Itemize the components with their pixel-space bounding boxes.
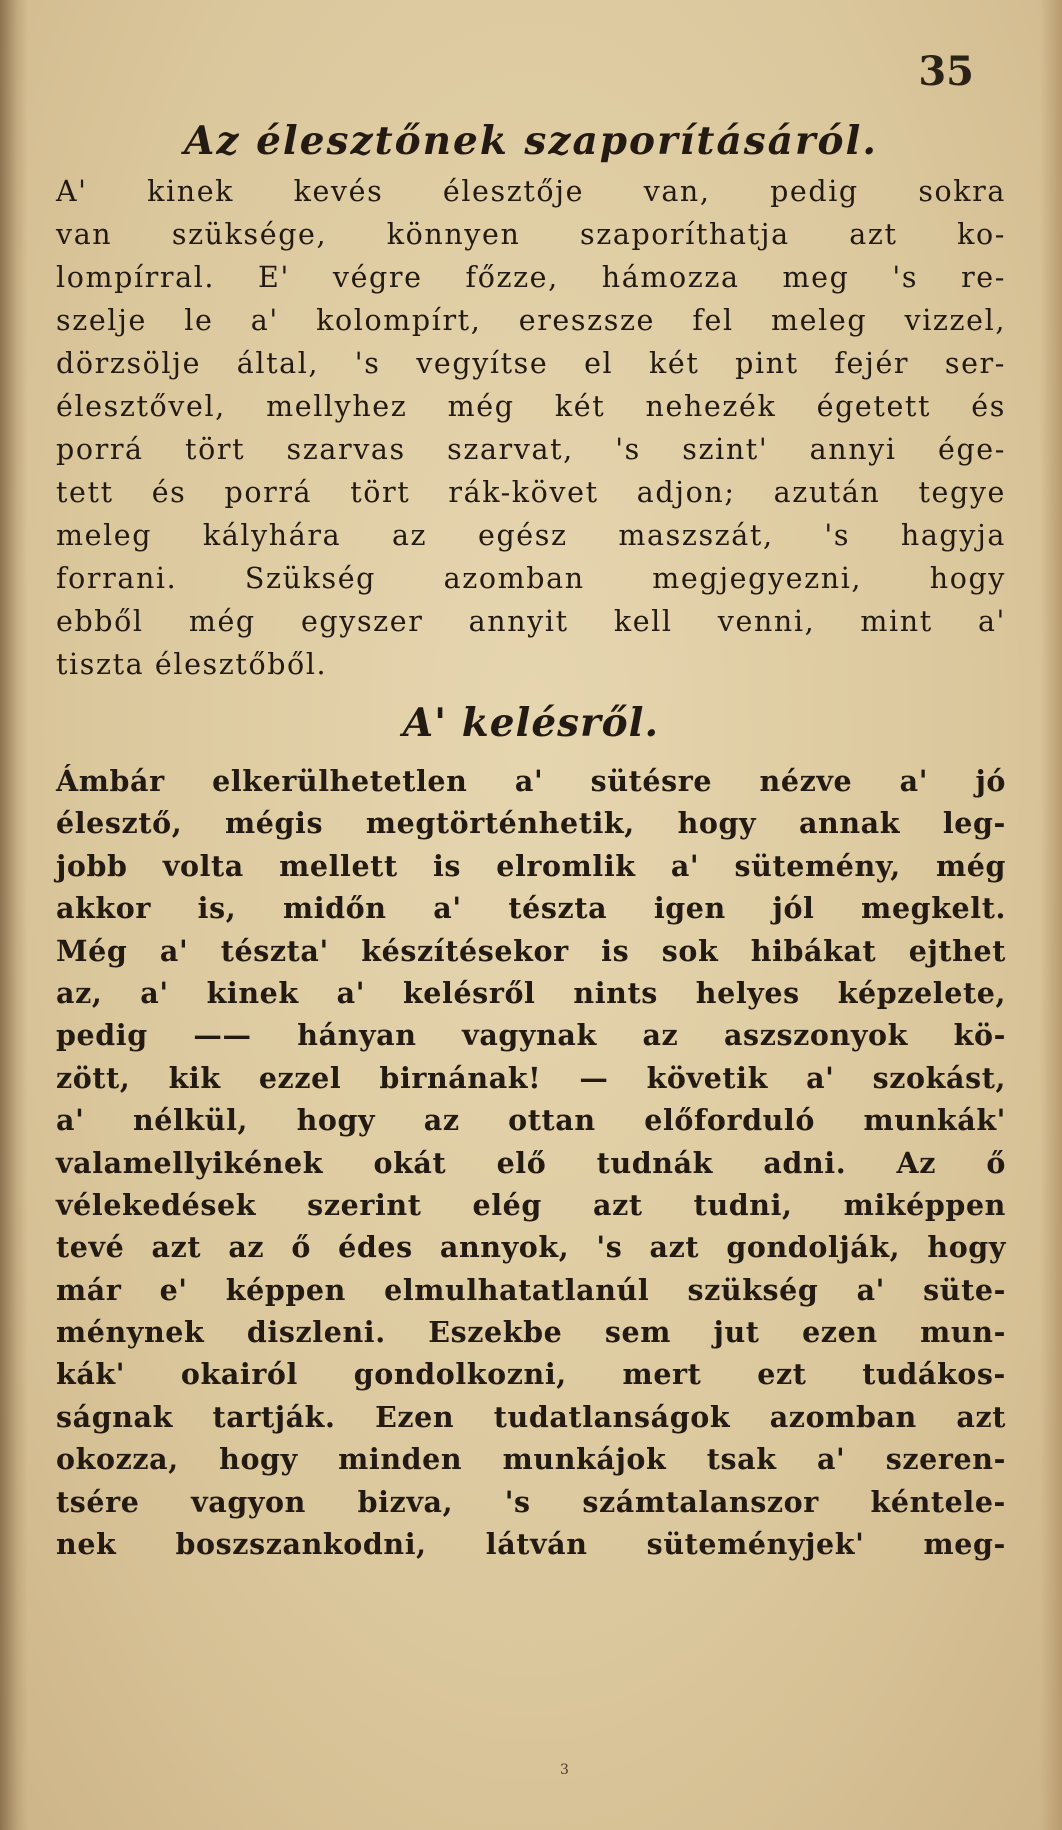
- page-edge-shadow: [1040, 0, 1062, 1830]
- page-number: 35: [918, 48, 974, 95]
- text-line: meleg kályhára az egész maszszát, 's hagyja: [56, 519, 1006, 552]
- text-line: A' kinek kevés élesztője van, pedig sokra: [56, 175, 1006, 208]
- text-line: már e' képpen elmulhatatlanúl szükség a' süte-: [56, 1272, 1006, 1307]
- text-line: ságnak tartják. Ezen tudatlanságok azomban azt: [56, 1399, 1006, 1434]
- text-line: pedig —— hányan vagynak az aszszonyok kö-: [56, 1018, 1006, 1053]
- paragraph-yeast: [56, 170, 1006, 686]
- signature-mark: 3: [560, 1762, 569, 1778]
- text-line: van szüksége, könnyen szaporíthatja azt ko-: [56, 218, 1006, 251]
- text-line: tevé azt az ő édes annyok, 's azt gondolják, hogy: [56, 1230, 1006, 1265]
- text-line: nek boszszankodni, látván süteményjek' meg-: [56, 1527, 1006, 1562]
- text-line: kák' okairól gondolkozni, mert ezt tudákos-: [56, 1357, 1006, 1392]
- text-line: szelje le a' kolompírt, ereszsze fel meleg vizzel,: [56, 304, 1006, 337]
- text-line: okozza, hogy minden munkájok tsak a' szeren-: [56, 1442, 1006, 1477]
- text-line: jobb volta mellett is elromlik a' sütemény, még: [56, 848, 1006, 883]
- text-line: ebből még egyszer annyit kell venni, mint a': [56, 605, 1006, 638]
- paragraph-rising: [56, 760, 1006, 1565]
- text-line: ménynek diszleni. Eszekbe sem jut ezen mun-: [56, 1315, 1006, 1350]
- section-heading-yeast: Az élesztőnek szaporításáról.: [184, 118, 878, 164]
- text-line: Ámbár elkerülhetetlen a' sütésre nézve a' jó: [56, 764, 1006, 798]
- text-line: forrani. Szükség azomban megjegyezni, hogy: [56, 562, 1006, 595]
- text-line: valamellyikének okát elő tudnák adni. Az ő: [56, 1145, 1006, 1180]
- text-line: tiszta élesztőből.: [56, 648, 328, 681]
- text-line: vélekedések szerint elég azt tudni, miképpen: [56, 1187, 1006, 1222]
- text-line: Még a' tészta' készítésekor is sok hibákat ejthet: [56, 933, 1006, 968]
- text-line: zött, kik ezzel birnának! — követik a' szokást,: [56, 1060, 1006, 1095]
- text-line: tsére vagyon bizva, 's számtalanszor kéntele-: [56, 1484, 1006, 1519]
- text-line: az, a' kinek a' kelésről nints helyes képzelete,: [56, 975, 1006, 1010]
- text-line: lompírral. E' végre főzze, hámozza meg 's re-: [56, 261, 1006, 294]
- section-heading-rising: A' kelésről.: [402, 700, 660, 746]
- text-block: [56, 112, 1006, 1565]
- text-line: dörzsölje által, 's vegyítse el két pint fejér ser-: [56, 347, 1006, 380]
- text-line: porrá tört szarvas szarvat, 's szint' annyi ége-: [56, 433, 1006, 466]
- text-line: tett és porrá tört rák-követ adjon; azután tegye: [56, 476, 1006, 509]
- spine-shadow: [0, 0, 28, 1830]
- text-line: élesztő, mégis megtörténhetik, hogy annak leg-: [56, 806, 1006, 841]
- text-line: akkor is, midőn a' tészta igen jól megkelt.: [56, 891, 1006, 926]
- text-line: a' nélkül, hogy az ottan előforduló munkák': [56, 1103, 1006, 1138]
- text-line: élesztővel, mellyhez még két nehezék égetett és: [56, 390, 1006, 423]
